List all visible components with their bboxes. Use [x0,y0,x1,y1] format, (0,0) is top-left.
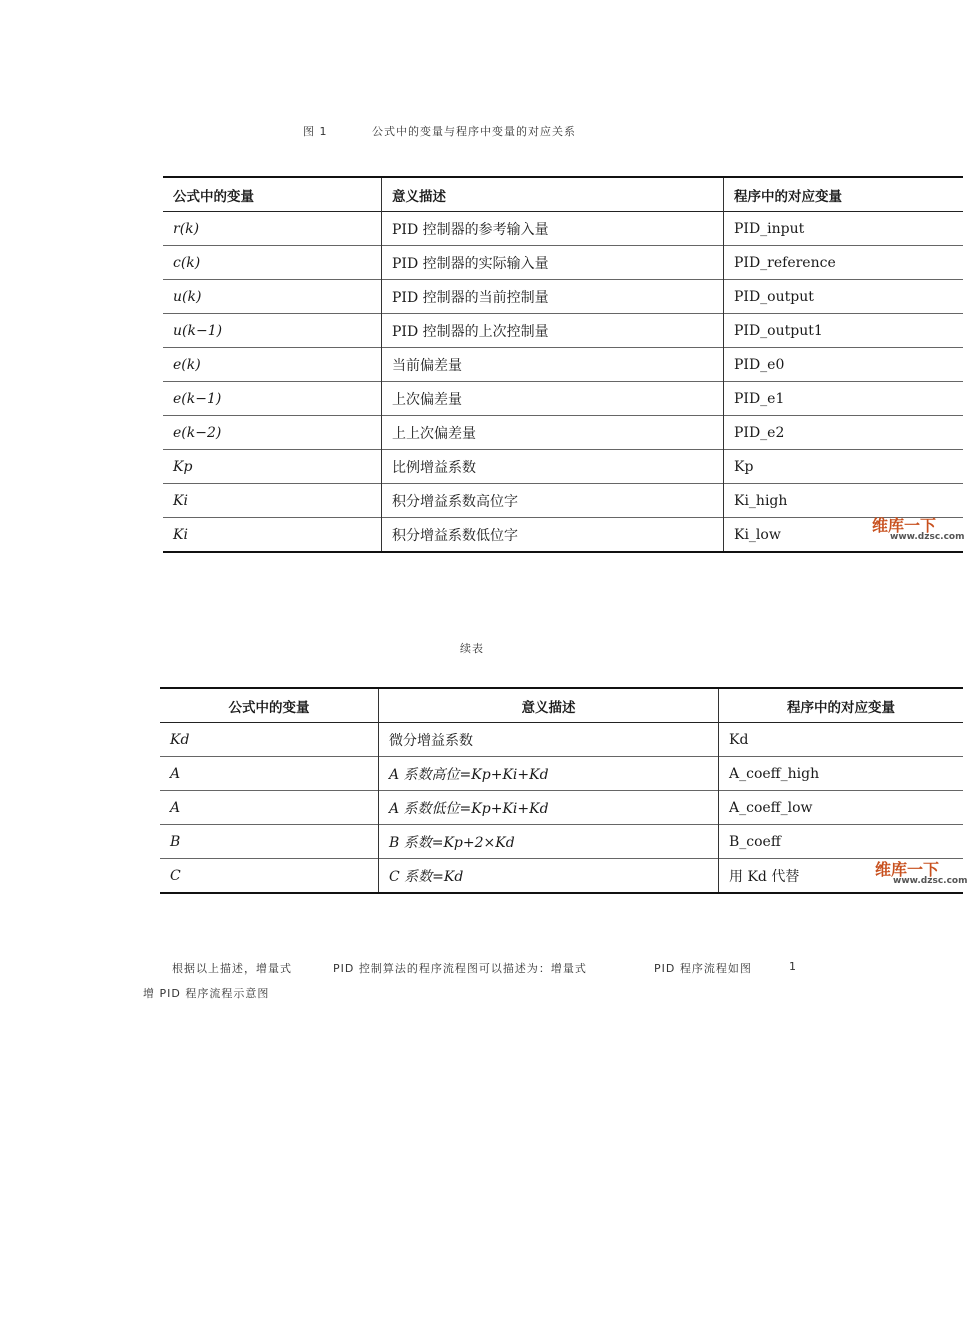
caption-text: 公式中的变量与程序中变量的对应关系 [372,125,576,138]
table-header-row [160,688,963,723]
program-variable-cell: PID_e1 [724,382,964,416]
table-row [163,314,963,348]
description-cell: C 系数=Kd [379,859,719,894]
program-variable-cell: Ki_low [724,518,964,553]
table-row [163,450,963,484]
table-row [163,518,963,553]
table-row [163,246,963,280]
table-header-row [163,177,963,212]
description-cell: A 系数低位=Kp+Ki+Kd [379,791,719,825]
caption-continued: 续表 [460,642,484,655]
formula-variable-cell: r(k) [173,220,200,237]
table-row [160,757,963,791]
formula-variable-cell: A [170,765,181,782]
description-cell: 积分增益系数低位字 [382,518,724,553]
caption-label: 图 1 [303,125,328,138]
column-header-formula-variable: 公式中的变量 [228,699,310,716]
table-row [163,416,963,450]
description-cell: PID 控制器的实际输入量 [382,246,724,280]
program-variable-cell: Ki_high [724,484,964,518]
table-row [160,723,963,757]
table-row [163,484,963,518]
formula-variable-cell: C [170,867,181,884]
program-variable-cell: A_coeff_high [719,757,964,791]
formula-variable-cell: e(k−1) [173,390,222,407]
table-row [160,791,963,825]
figure-number: 1 [789,960,797,973]
program-variable-cell: PID_e2 [724,416,964,450]
paragraph-line-2: 增 PID 程序流程示意图 [143,987,270,1000]
watermark-logo: 维库一下 [872,516,937,535]
description-cell: PID 控制器的参考输入量 [382,212,724,246]
program-variable-cell: PID_output1 [724,314,964,348]
column-header-description: 意义描述 [382,177,724,212]
description-cell: 上上次偏差量 [382,416,724,450]
paragraph-part-1: 根据以上描述，增量式 [172,962,292,975]
program-variable-cell: 用 Kd 代替 [719,859,964,894]
program-variable-cell: PID_reference [724,246,964,280]
formula-variable-cell: e(k) [173,356,201,373]
watermark-url: www.dzsc.com [890,532,965,542]
formula-variable-cell: u(k−1) [173,322,223,339]
description-cell: 比例增益系数 [382,450,724,484]
description-cell: 当前偏差量 [382,348,724,382]
formula-variable-cell: u(k) [173,288,202,305]
column-header-formula-variable: 公式中的变量 [173,188,254,205]
description-cell: 微分增益系数 [379,723,719,757]
program-variable-cell: B_coeff [719,825,964,859]
formula-variable-cell: c(k) [173,254,201,271]
table-row [160,859,963,894]
column-header-program-variable: 程序中的对应变量 [724,177,964,212]
description-cell: PID 控制器的上次控制量 [382,314,724,348]
program-variable-cell: PID_e0 [724,348,964,382]
formula-variable-cell: A [170,799,181,816]
paragraph-part-2: PID 控制算法的程序流程图可以描述为：增量式 [333,962,587,975]
table-row [163,212,963,246]
watermark-logo: 维库一下 [875,860,940,879]
description-cell: 积分增益系数高位字 [382,484,724,518]
formula-variable-cell: Ki [173,526,188,543]
formula-variable-cell: B [170,833,181,850]
description-cell: PID 控制器的当前控制量 [382,280,724,314]
table-row [163,348,963,382]
column-header-description: 意义描述 [379,688,719,723]
paragraph-part-3: PID 程序流程如图 [654,962,752,975]
program-variable-cell: PID_output [724,280,964,314]
formula-variable-cell: Kp [173,458,193,475]
program-variable-cell: Kp [724,450,964,484]
formula-variable-cell: e(k−2) [173,424,222,441]
program-variable-cell: A_coeff_low [719,791,964,825]
watermark-url: www.dzsc.com [893,876,967,886]
program-variable-cell: PID_input [724,212,964,246]
table-row [163,382,963,416]
formula-variable-cell: Ki [173,492,188,509]
variable-table [163,176,963,553]
formula-variable-cell: Kd [170,731,190,748]
table-row [163,280,963,314]
column-header-program-variable: 程序中的对应变量 [719,688,964,723]
variable-table-continued [160,687,963,894]
description-cell: A 系数高位=Kp+Ki+Kd [379,757,719,791]
table-row [160,825,963,859]
description-cell: B 系数=Kp+2×Kd [379,825,719,859]
description-cell: 上次偏差量 [382,382,724,416]
program-variable-cell: Kd [719,723,964,757]
